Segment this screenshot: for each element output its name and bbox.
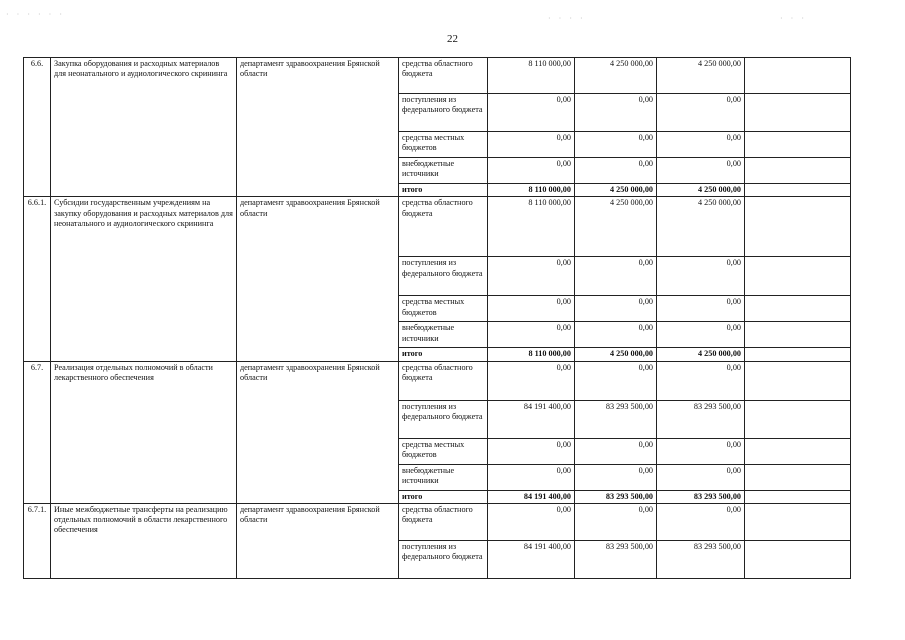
empty-cell [745,94,851,132]
amount-year-1: 0,00 [488,132,575,158]
amount-year-3: 0,00 [657,94,745,132]
amount-year-1: 0,00 [488,94,575,132]
amount-year-2: 0,00 [575,361,657,400]
amount-year-3: 0,00 [657,503,745,540]
funding-source: средства местных бюджетов [399,296,488,322]
item-name: Субсидии государственным учреждениям на закупку оборудования и расходных материалов для неонатального и аудиологического скрининга [51,197,237,361]
empty-cell [745,322,851,348]
item-name: Реализация отдельных полномочий в области лекарственного обеспечения [51,361,237,503]
amount-year-1: 84 191 400,00 [488,400,575,438]
amount-year-3: 0,00 [657,296,745,322]
amount-year-1: 0,00 [488,158,575,184]
amount-year-1: 84 191 400,00 [488,540,575,578]
amount-year-3: 0,00 [657,361,745,400]
funding-source: итого [399,490,488,503]
empty-cell [745,361,851,400]
empty-cell [745,503,851,540]
amount-year-3: 0,00 [657,158,745,184]
amount-year-3: 83 293 500,00 [657,400,745,438]
funding-source: поступления из федерального бюджета [399,94,488,132]
funding-source: средства местных бюджетов [399,438,488,464]
amount-year-1: 8 110 000,00 [488,197,575,257]
scan-artifact: · · · [780,14,807,23]
funding-source: итого [399,348,488,361]
budget-table [23,57,851,579]
item-code: 6.7.1. [24,503,51,578]
amount-year-2: 4 250 000,00 [575,58,657,94]
item-executor: департамент здравоохранения Брянской области [237,58,399,197]
amount-year-2: 0,00 [575,132,657,158]
table-row [24,58,851,94]
item-code: 6.7. [24,361,51,503]
amount-year-2: 4 250 000,00 [575,197,657,257]
amount-year-3: 83 293 500,00 [657,490,745,503]
funding-source: итого [399,184,488,197]
amount-year-3: 0,00 [657,464,745,490]
table-row [24,503,851,540]
amount-year-2: 83 293 500,00 [575,490,657,503]
funding-source: поступления из федерального бюджета [399,540,488,578]
amount-year-2: 4 250 000,00 [575,348,657,361]
item-executor: департамент здравоохранения Брянской области [237,503,399,578]
amount-year-2: 83 293 500,00 [575,400,657,438]
empty-cell [745,296,851,322]
amount-year-2: 4 250 000,00 [575,184,657,197]
amount-year-2: 0,00 [575,296,657,322]
funding-source: средства областного бюджета [399,58,488,94]
empty-cell [745,540,851,578]
amount-year-1: 0,00 [488,361,575,400]
item-executor: департамент здравоохранения Брянской области [237,361,399,503]
page-number: 22 [447,33,458,45]
scan-artifact: · · · · · · [6,10,65,19]
empty-cell [745,400,851,438]
funding-source: средства местных бюджетов [399,132,488,158]
empty-cell [745,490,851,503]
empty-cell [745,184,851,197]
empty-cell [745,464,851,490]
amount-year-2: 83 293 500,00 [575,540,657,578]
item-code: 6.6.1. [24,197,51,361]
amount-year-1: 8 110 000,00 [488,348,575,361]
scan-artifact: · · · · [548,14,586,23]
amount-year-3: 4 250 000,00 [657,184,745,197]
amount-year-1: 0,00 [488,296,575,322]
amount-year-3: 0,00 [657,132,745,158]
amount-year-3: 0,00 [657,257,745,296]
amount-year-3: 4 250 000,00 [657,348,745,361]
amount-year-1: 0,00 [488,464,575,490]
item-executor: департамент здравоохранения Брянской области [237,197,399,361]
funding-source: поступления из федерального бюджета [399,400,488,438]
amount-year-3: 83 293 500,00 [657,540,745,578]
amount-year-2: 0,00 [575,464,657,490]
funding-source: внебюджетные источники [399,158,488,184]
table-row [24,361,851,400]
empty-cell [745,132,851,158]
amount-year-3: 4 250 000,00 [657,197,745,257]
empty-cell [745,438,851,464]
amount-year-3: 0,00 [657,438,745,464]
empty-cell [745,58,851,94]
amount-year-1: 0,00 [488,503,575,540]
empty-cell [745,348,851,361]
amount-year-1: 8 110 000,00 [488,184,575,197]
item-code: 6.6. [24,58,51,197]
amount-year-2: 0,00 [575,94,657,132]
amount-year-2: 0,00 [575,503,657,540]
amount-year-1: 84 191 400,00 [488,490,575,503]
funding-source: внебюджетные источники [399,322,488,348]
funding-source: средства областного бюджета [399,197,488,257]
amount-year-1: 0,00 [488,257,575,296]
amount-year-1: 0,00 [488,438,575,464]
funding-source: средства областного бюджета [399,503,488,540]
amount-year-3: 0,00 [657,322,745,348]
amount-year-2: 0,00 [575,257,657,296]
amount-year-1: 8 110 000,00 [488,58,575,94]
amount-year-3: 4 250 000,00 [657,58,745,94]
empty-cell [745,158,851,184]
funding-source: внебюджетные источники [399,464,488,490]
amount-year-1: 0,00 [488,322,575,348]
empty-cell [745,257,851,296]
item-name: Закупка оборудования и расходных материалов для неонатального и аудиологического скрининга [51,58,237,197]
amount-year-2: 0,00 [575,322,657,348]
amount-year-2: 0,00 [575,438,657,464]
item-name: Иные межбюджетные трансферты на реализацию отдельных полномочий в области лекарственного обеспечения [51,503,237,578]
funding-source: средства областного бюджета [399,361,488,400]
table-row [24,197,851,257]
amount-year-2: 0,00 [575,158,657,184]
funding-source: поступления из федерального бюджета [399,257,488,296]
empty-cell [745,197,851,257]
